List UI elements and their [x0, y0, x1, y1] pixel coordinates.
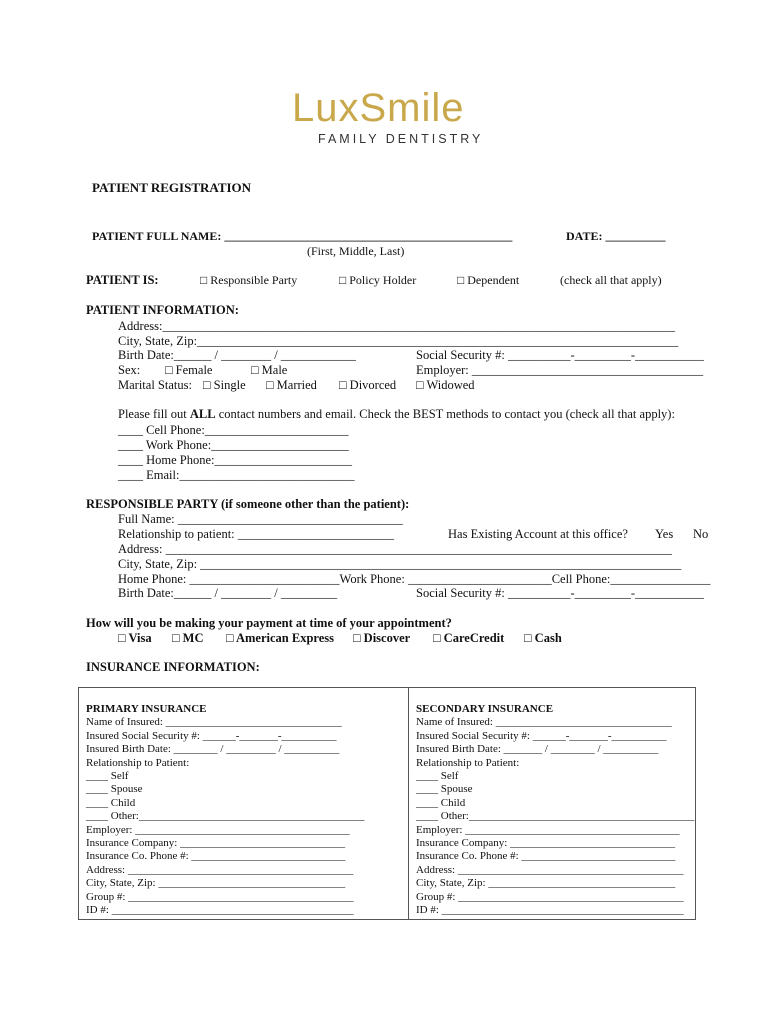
checkbox-female[interactable]: □ Female	[165, 363, 213, 377]
rp-ssn-field[interactable]: Social Security #: __________-_________-___________	[416, 586, 704, 600]
responsible-party-heading: RESPONSIBLE PARTY (if someone other than the patient):	[86, 497, 410, 511]
secondary-group-field[interactable]: Group #: _________________________________________	[416, 890, 684, 903]
primary-relationship-label: Relationship to Patient:	[86, 756, 190, 769]
patient-information-heading: PATIENT INFORMATION:	[86, 303, 239, 317]
secondary-relationship-other[interactable]: ____ Other:_________________________________________	[416, 810, 695, 823]
primary-id-field[interactable]: ID #: ____________________________________________	[86, 904, 354, 917]
payment-discover-checkbox[interactable]: □ Discover	[353, 631, 411, 645]
patient-is-label: PATIENT IS:	[86, 273, 159, 287]
secondary-relationship-spouse[interactable]: ____ Spouse	[416, 783, 473, 796]
primary-insured-ssn-field[interactable]: Insured Social Security #: ______-_______-__________	[86, 729, 337, 742]
payment-question: How will you be making your payment at time of your appointment?	[86, 616, 452, 630]
secondary-relationship-self[interactable]: ____ Self	[416, 770, 459, 783]
secondary-insurance-company-field[interactable]: Insurance Company: ______________________________	[416, 837, 676, 850]
patient-ssn-field[interactable]: Social Security #: __________-_________-___________	[416, 348, 704, 362]
primary-address-field[interactable]: Address: _________________________________________	[86, 863, 354, 876]
secondary-address-field[interactable]: Address: _________________________________________	[416, 863, 684, 876]
secondary-insured-birth-date-field[interactable]: Insured Birth Date: _______ / ________ / __________	[416, 743, 659, 756]
patient-birth-date-field[interactable]: Birth Date:______ / ________ / ____________	[118, 348, 356, 362]
primary-insurance-company-field[interactable]: Insurance Company: ______________________________	[86, 837, 346, 850]
primary-relationship-child[interactable]: ____ Child	[86, 796, 136, 809]
primary-insurance-title: PRIMARY INSURANCE	[86, 703, 207, 715]
primary-relationship-self[interactable]: ____ Self	[86, 770, 129, 783]
check-all-note: (check all that apply)	[560, 273, 662, 287]
primary-insured-birth-date-field[interactable]: Insured Birth Date: ________ / _________ / __________	[86, 743, 340, 756]
secondary-relationship-label: Relationship to Patient:	[416, 756, 520, 769]
rp-full-name-field[interactable]: Full Name: ____________________________________	[118, 512, 403, 526]
date-field[interactable]: DATE: __________	[566, 229, 666, 243]
contact-instructions: Please fill out ALL contact numbers and email. Check the BEST methods to contact you (check all that apply):	[118, 407, 675, 421]
existing-account-no[interactable]: No	[693, 527, 709, 541]
checkbox-policy-holder[interactable]: □ Policy Holder	[339, 273, 417, 287]
checkbox-single[interactable]: □ Single	[203, 378, 246, 392]
cell-phone-field[interactable]: ____ Cell Phone:_______________________	[118, 423, 349, 437]
checkbox-widowed[interactable]: □ Widowed	[416, 378, 475, 392]
secondary-insured-ssn-field[interactable]: Insured Social Security #: ______-_______-__________	[416, 729, 667, 742]
checkbox-divorced[interactable]: □ Divorced	[339, 378, 397, 392]
secondary-insurance-title: SECONDARY INSURANCE	[416, 703, 554, 715]
primary-city-field[interactable]: City, State, Zip: __________________________________	[86, 877, 346, 890]
page-title: PATIENT REGISTRATION	[92, 180, 252, 195]
patient-city-field[interactable]: City, State, Zip:_____________________________________________________________________________	[118, 334, 679, 348]
home-phone-field[interactable]: ____ Home Phone:______________________	[118, 453, 353, 467]
name-hint: (First, Middle, Last)	[307, 244, 405, 258]
marital-status-label: Marital Status:	[118, 378, 192, 392]
primary-name-of-insured-field[interactable]: Name of Insured: ________________________________	[86, 716, 342, 729]
secondary-id-field[interactable]: ID #: ____________________________________________	[416, 904, 684, 917]
patient-full-name-field[interactable]: PATIENT FULL NAME: ________________________________________________	[92, 229, 513, 243]
payment-amex-checkbox[interactable]: □ American Express	[226, 631, 335, 645]
checkbox-responsible-party[interactable]: □ Responsible Party	[200, 273, 298, 287]
primary-insurance-phone-field[interactable]: Insurance Co. Phone #: ____________________________	[86, 850, 346, 863]
rp-relationship-field[interactable]: Relationship to patient: _________________________	[118, 527, 395, 541]
insurance-heading: INSURANCE INFORMATION:	[86, 660, 260, 674]
insurance-column-divider	[408, 687, 409, 920]
sex-label: Sex:	[118, 363, 141, 377]
primary-employer-field[interactable]: Employer: _______________________________________	[86, 823, 350, 836]
existing-account-yes[interactable]: Yes	[655, 527, 674, 541]
secondary-employer-field[interactable]: Employer: _______________________________________	[416, 823, 680, 836]
secondary-relationship-child[interactable]: ____ Child	[416, 796, 466, 809]
secondary-name-of-insured-field[interactable]: Name of Insured: ________________________________	[416, 716, 672, 729]
primary-group-field[interactable]: Group #: _________________________________________	[86, 890, 354, 903]
logo-wordmark: LuxSmile	[292, 86, 465, 130]
rp-address-field[interactable]: Address: _________________________________________________________________________________	[118, 542, 672, 556]
rp-phones-field[interactable]: Home Phone: ________________________Work Phone: _______________________Cell Phone:________________	[118, 572, 711, 586]
payment-carecredit-checkbox[interactable]: □ CareCredit	[433, 631, 505, 645]
payment-cash-checkbox[interactable]: □ Cash	[524, 631, 562, 645]
secondary-insurance-column	[416, 703, 694, 918]
email-field[interactable]: ____ Email:____________________________	[118, 468, 355, 482]
patient-employer-field[interactable]: Employer: _____________________________________	[416, 363, 704, 377]
checkbox-dependent[interactable]: □ Dependent	[457, 273, 520, 287]
secondary-city-field[interactable]: City, State, Zip: __________________________________	[416, 877, 676, 890]
payment-mc-checkbox[interactable]: □ MC	[172, 631, 204, 645]
rp-birth-date-field[interactable]: Birth Date:______ / ________ / _________	[118, 586, 338, 600]
primary-relationship-other[interactable]: ____ Other:_________________________________________	[86, 810, 365, 823]
work-phone-field[interactable]: ____ Work Phone:______________________	[118, 438, 349, 452]
logo-tagline: FAMILY DENTISTRY	[318, 132, 484, 146]
patient-address-field[interactable]: Address:__________________________________________________________________________________	[118, 319, 675, 333]
secondary-insurance-phone-field[interactable]: Insurance Co. Phone #: ____________________________	[416, 850, 676, 863]
rp-city-field[interactable]: City, State, Zip: _____________________________________________________________________________	[118, 557, 682, 571]
payment-visa-checkbox[interactable]: □ Visa	[118, 631, 152, 645]
primary-insurance-column	[86, 703, 364, 918]
existing-account-question: Has Existing Account at this office?	[448, 527, 628, 541]
checkbox-male[interactable]: □ Male	[251, 363, 288, 377]
primary-relationship-spouse[interactable]: ____ Spouse	[86, 783, 143, 796]
checkbox-married[interactable]: □ Married	[266, 378, 317, 392]
